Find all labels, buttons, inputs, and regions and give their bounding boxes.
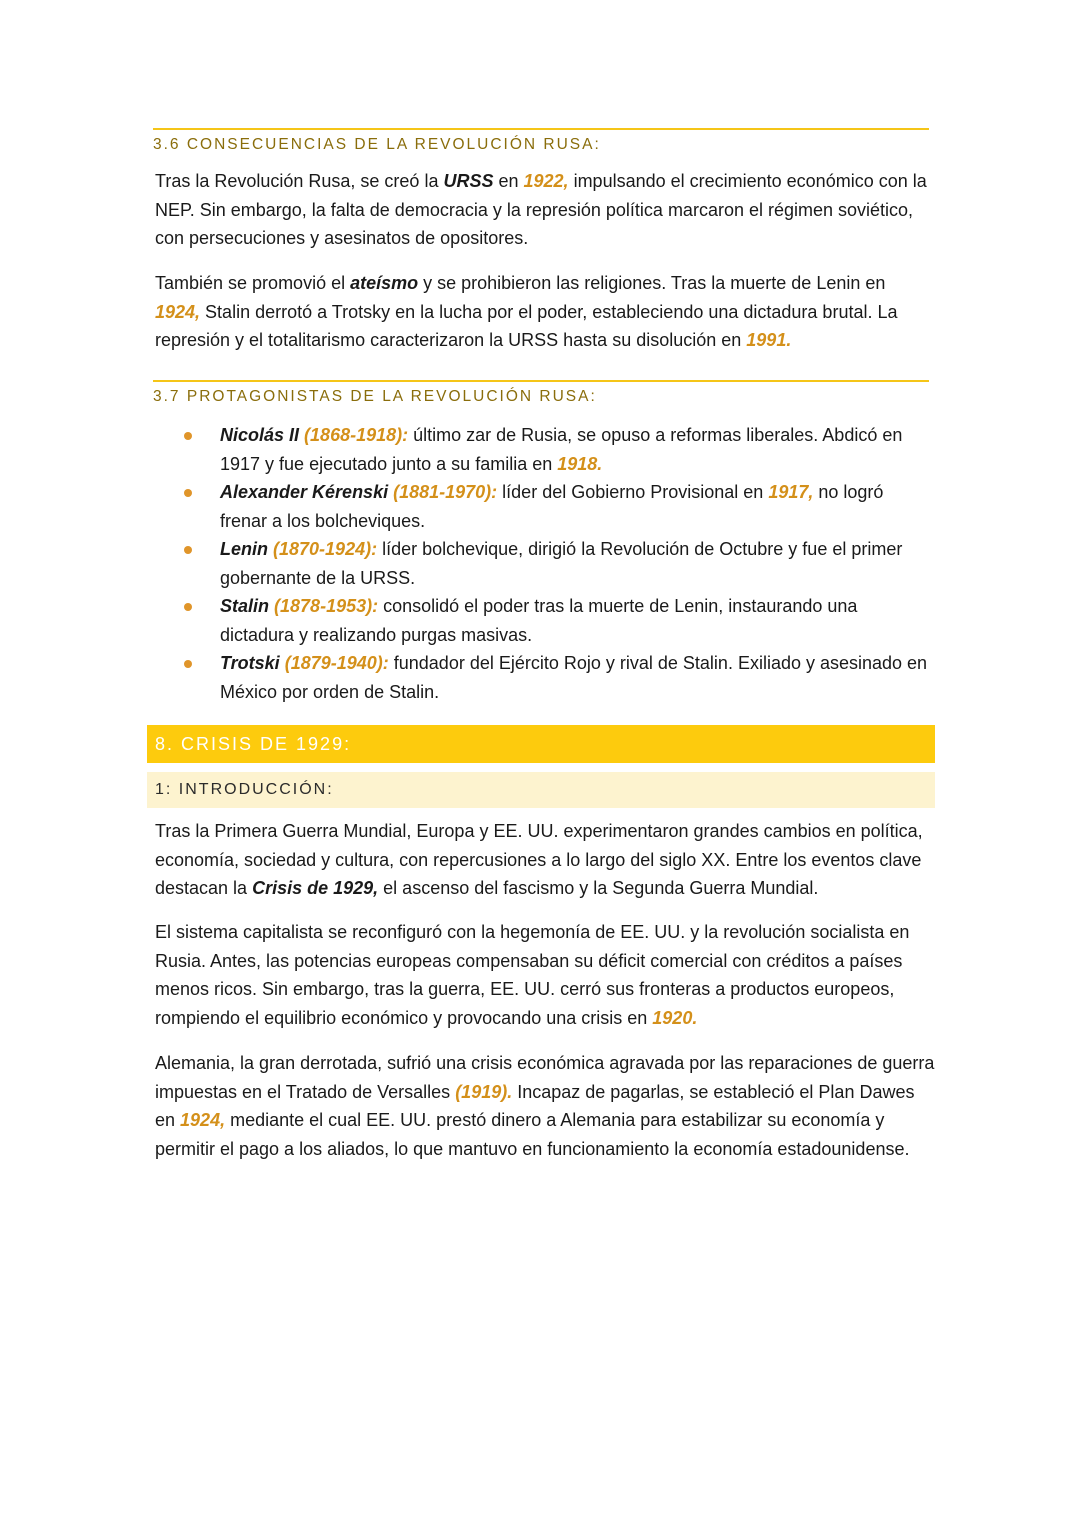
section-3-6-paragraph-1: Tras la Revolución Rusa, se creó la URSS en 1922, impulsando el crecimiento económico con la NEP. Sin embargo, la falta de democracia y la represión política marcaron el régimen soviético, con persecuciones y asesinatos de opositores.: [155, 171, 927, 248]
list-item: Trotski (1879-1940): fundador del Ejército Rojo y rival de Stalin. Exiliado y asesinado en México por orden de Stalin.: [155, 649, 935, 706]
protagonists-list: [155, 421, 935, 706]
list-item: Nicolás II (1868-1918): último zar de Rusia, se opuso a reformas liberales. Abdicó en 1917 y fue ejecutado junto a su familia en 1918.: [155, 421, 935, 478]
section-8-sub-banner: 1: INTRODUCCIÓN:: [147, 772, 935, 808]
list-item: Lenin (1870-1924): líder bolchevique, dirigió la Revolución de Octubre y fue el primer gobernante de la URSS.: [155, 535, 935, 592]
section-3-6-paragraph-2: También se promovió el ateísmo y se prohibieron las religiones. Tras la muerte de Lenin en 1924, Stalin derrotó a Trotsky en la lucha por el poder, estableciendo una dictadura brutal. La represión y el totalitarismo caracterizaron la URSS hasta su disolución en 1991.: [155, 273, 898, 350]
bullet-icon: [184, 489, 192, 497]
bullet-icon: [184, 432, 192, 440]
list-item: Stalin (1878-1953): consolidó el poder tras la muerte de Lenin, instaurando una dictadura y realizando purgas masivas.: [155, 592, 935, 649]
bullet-icon: [184, 603, 192, 611]
section-3-6-heading: 3.6 CONSECUENCIAS DE LA REVOLUCIÓN RUSA:: [153, 128, 929, 154]
section-3-7-heading: 3.7 PROTAGONISTAS DE LA REVOLUCIÓN RUSA:: [153, 380, 929, 406]
section-8-paragraph-3: Alemania, la gran derrotada, sufrió una crisis económica agravada por las reparaciones de guerra impuestas en el Tratado de Versalles (1919). Incapaz de pagarlas, se estableció el Plan Dawes en 1924, mediante el cual EE. UU. prestó dinero a Alemania para estabilizar su economía y permitir el pago a los aliados, lo que mantuvo en funcionamiento la economía estadounidense.: [155, 1053, 935, 1159]
section-8-paragraph-2: El sistema capitalista se reconfiguró con la hegemonía de EE. UU. y la revolución socialista en Rusia. Antes, las potencias europeas compensaban su déficit comercial con créditos a países menos ricos. Sin embargo, tras la guerra, EE. UU. cerró sus fronteras a productos europeos, rompiendo el equilibrio económico y provocando una crisis en 1920.: [155, 922, 910, 1028]
list-item: Alexander Kérenski (1881-1970): líder del Gobierno Provisional en 1917, no logró frenar a los bolcheviques.: [155, 478, 935, 535]
bullet-icon: [184, 660, 192, 668]
section-8-paragraph-1: Tras la Primera Guerra Mundial, Europa y EE. UU. experimentaron grandes cambios en política, economía, sociedad y cultura, con repercusiones a lo largo del siglo XX. Entre los eventos clave destacan la Crisis de 1929, el ascenso del fascismo y la Segunda Guerra Mundial.: [155, 821, 923, 898]
bullet-icon: [184, 546, 192, 554]
section-8-banner: 8. CRISIS DE 1929:: [147, 725, 935, 763]
